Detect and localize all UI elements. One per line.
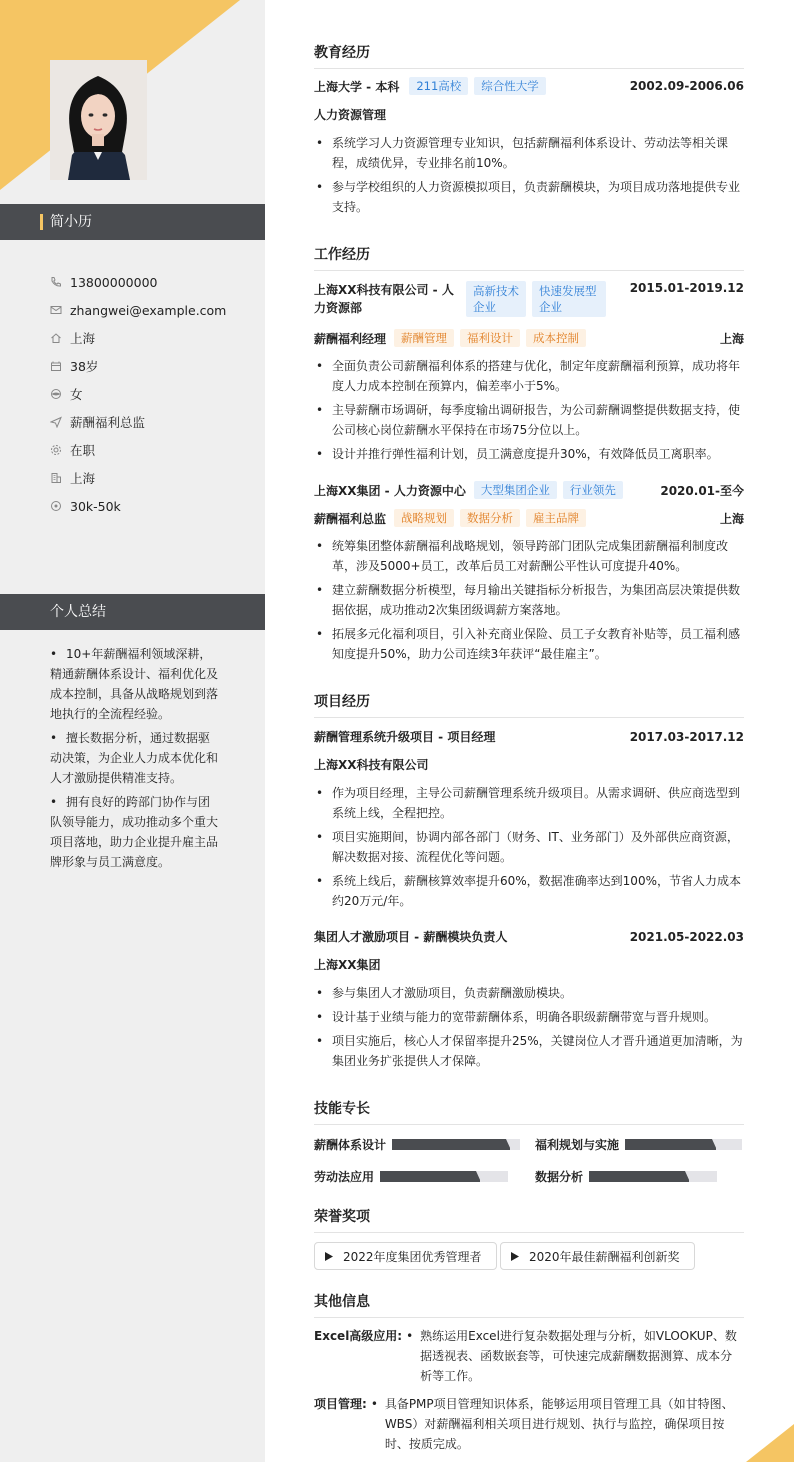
award-chip [500, 1242, 695, 1270]
skill-name: 劳动法应用 [314, 1170, 375, 1184]
award-text: 2022年度集团优秀管理者 [343, 1249, 482, 1264]
job-bullet: • 设计并推行弹性福利计划，员工满意度提升30%，有效降低员工离职率。 [314, 444, 744, 464]
skill-bar [589, 1171, 717, 1182]
info-phone [50, 268, 260, 296]
info-age [50, 352, 260, 380]
projects-title: 项目经历 [314, 691, 744, 718]
other-title: 其他信息 [314, 1291, 744, 1318]
project-bullet: • 设计基于业绩与能力的宽带薪酬体系，明确各职级薪酬带宽与晋升规则。 [314, 1007, 744, 1027]
project-org: 上海XX集团 [314, 958, 381, 972]
project-name: 薪酬管理系统升级项目 - 项目经理 [314, 730, 496, 744]
project-period: 2021.05-2022.03 [629, 929, 744, 944]
project-name: 集团人才激励项目 - 薪酬模块负责人 [314, 930, 508, 944]
company-tag: 大型集团企业 [474, 481, 557, 499]
job-company [314, 281, 456, 317]
skill-tag: 福利设计 [460, 329, 520, 347]
skill-tag: 战略规划 [394, 509, 454, 527]
salary-text: 30k-50k [70, 498, 121, 514]
resume-title: 简小历 [50, 214, 92, 230]
summary-list [50, 644, 220, 876]
education-period: 2002.09-2006.06 [629, 79, 744, 93]
info-salary [50, 492, 260, 520]
home-icon [50, 332, 62, 344]
project-bullet: • 项目实施期间，协调内部各部门（财务、IT、业务部门）及外部供应商资源，解决数据对接、流程优化等问题。 [314, 827, 744, 867]
mail-icon [50, 304, 62, 316]
resume-title-bar [0, 204, 265, 240]
project-org: 上海XX科技有限公司 [314, 758, 429, 772]
other-item [314, 1394, 744, 1454]
job-bullet: • 建立薪酬数据分析模型，每月输出关键指标分析报告，为集团高层决策提供数据依据，成功推动2次集团级调薪方案落地。 [314, 580, 744, 620]
work-title: 工作经历 [314, 244, 744, 271]
building-icon [50, 472, 62, 484]
age-text: 38岁 [70, 359, 99, 374]
school-tag: 211高校 [409, 77, 468, 95]
education-title: 教育经历 [314, 42, 744, 69]
company-tag: 行业领先 [563, 481, 623, 499]
project-header [314, 928, 744, 945]
education-header [314, 77, 744, 95]
other-key: 项目管理: [314, 1397, 367, 1411]
position-text: 薪酬福利总监 [70, 415, 146, 430]
skill-item [314, 1136, 520, 1153]
status-text: 在职 [70, 443, 96, 458]
award-chip [314, 1242, 497, 1270]
skill-level-fill [380, 1171, 480, 1182]
gender-text: 女 [70, 387, 83, 402]
award-text: 2020年最佳薪酬福利创新奖 [529, 1249, 680, 1264]
job-role-row [314, 509, 744, 527]
job-period: 2020.01-至今 [660, 483, 744, 498]
location-text: 上海 [70, 331, 96, 346]
skill-tag: 数据分析 [460, 509, 520, 527]
tag-line: 企业 [473, 300, 496, 314]
job-bullet: • 拓展多元化福利项目，引入补充商业保险、员工子女教育补贴等，员工福利感知度提升50%，助力公司连续3年获评“最佳雇主”。 [314, 624, 744, 664]
job-period: 2015.01-2019.12 [629, 281, 744, 295]
gear-icon [50, 444, 62, 456]
play-icon [325, 1252, 333, 1261]
awards-title: 荣誉奖项 [314, 1206, 744, 1233]
phone-text: 13800000000 [70, 274, 158, 290]
skill-tag: 薪酬管理 [394, 329, 454, 347]
project-bullet: • 项目实施后，核心人才保留率提升25%，关键岗位人才晋升通道更加清晰，为集团业务扩张提供人才保障。 [314, 1031, 744, 1071]
summary-item: • 10+年薪酬福利领域深耕，精通薪酬体系设计、福利优化及成本控制，具备从战略规划到落地执行的全流程经验。 [50, 644, 220, 724]
info-status [50, 436, 260, 464]
city-text: 上海 [70, 471, 96, 486]
school-name: 上海大学 - 本科 [314, 79, 400, 94]
avatar [50, 60, 147, 180]
company-line: 上海XX科技有限公司 - 人 [314, 283, 454, 297]
project-header [314, 728, 744, 745]
education-bullet: • 系统学习人力资源管理专业知识，包括薪酬福利体系设计、劳动法等相关课程，成绩优异，专业排名前10%。 [314, 133, 744, 173]
job-bullet: • 统筹集团整体薪酬福利战略规划，领导跨部门团队完成集团薪酬福利制度改革，涉及5000+员工，改革后员工对薪酬公平性认可度提升40%。 [314, 536, 744, 576]
skill-level-fill [589, 1171, 689, 1182]
job-header [314, 281, 744, 317]
skill-item [314, 1168, 508, 1185]
education-bullet: • 参与学校组织的人力资源模拟项目，负责薪酬模块，为项目成功落地提供专业支持。 [314, 177, 744, 217]
job-header [314, 481, 744, 499]
job-city: 上海 [719, 511, 744, 526]
project-period: 2017.03-2017.12 [629, 729, 744, 744]
other-key: Excel高级应用: [314, 1329, 403, 1343]
company-tag [532, 281, 606, 317]
tag-line: 快速发展型 [539, 284, 597, 298]
job-city: 上海 [719, 331, 744, 346]
skill-bar [392, 1139, 520, 1150]
info-email [50, 296, 260, 324]
major: 人力资源管理 [314, 108, 387, 122]
skill-item [535, 1136, 742, 1153]
age-icon [50, 360, 62, 372]
skill-level-fill [625, 1139, 716, 1150]
job-bullet: • 全面负责公司薪酬福利体系的搭建与优化，制定年度薪酬福利预算，成功将年度人力成本控制在预算内，偏差率小于5%。 [314, 356, 744, 396]
company-line: 力资源部 [314, 301, 363, 315]
info-city [50, 464, 260, 492]
info-position [50, 408, 260, 436]
skills-title: 技能专长 [314, 1098, 744, 1125]
portrait-image [50, 60, 147, 180]
summary-title-bar [0, 594, 265, 630]
job-role: 薪酬福利经理 [314, 331, 387, 346]
other-value: • 具备PMP项目管理知识体系，能够运用项目管理工具（如甘特图、WBS）对薪酬福利相关项目进行规划、执行与监控，确保项目按时、按质完成。 [367, 1394, 744, 1454]
company-tag [466, 281, 526, 317]
project-bullet: • 参与集团人才激励项目，负责薪酬激励模块。 [314, 983, 744, 1003]
skill-name: 数据分析 [535, 1170, 584, 1184]
job-bullet: • 主导薪酬市场调研，每季度输出调研报告，为公司薪酬调整提供数据支持，使公司核心岗位薪酬水平保持在市场75分位以上。 [314, 400, 744, 440]
corner-decoration-bottom [746, 1424, 794, 1462]
send-icon [50, 416, 62, 428]
gender-icon [50, 388, 62, 400]
skill-tag: 雇主品牌 [526, 509, 586, 527]
project-bullet: • 系统上线后，薪酬核算效率提升60%，数据准确率达到100%，节省人力成本约20万元/年。 [314, 871, 744, 911]
project-bullet: • 作为项目经理，主导公司薪酬管理系统升级项目。从需求调研、供应商选型到系统上线，全程把控。 [314, 783, 744, 823]
skill-bar [625, 1139, 742, 1150]
summary-item: • 拥有良好的跨部门协作与团队领导能力，成功推动多个重大项目落地，助力企业提升雇主品牌形象与员工满意度。 [50, 792, 220, 872]
other-item [314, 1326, 744, 1386]
skill-name: 福利规划与实施 [535, 1138, 620, 1152]
skill-item [535, 1168, 717, 1185]
job-role-row [314, 329, 744, 347]
contact-info-list [50, 268, 260, 520]
skill-tag: 成本控制 [526, 329, 586, 347]
play-icon [511, 1252, 519, 1261]
info-location [50, 324, 260, 352]
summary-title: 个人总结 [50, 604, 106, 620]
tag-line: 企业 [539, 300, 562, 314]
job-company: 上海XX集团 - 人力资源中心 [314, 483, 466, 498]
job-role: 薪酬福利总监 [314, 511, 387, 526]
email-text: zhangwei@example.com [70, 302, 227, 318]
summary-item: • 擅长数据分析，通过数据驱动决策，为企业人力成本优化和人才激励提供精准支持。 [50, 728, 220, 788]
info-gender [50, 380, 260, 408]
skill-level-fill [392, 1139, 510, 1150]
other-value: • 熟练运用Excel进行复杂数据处理与分析，如VLOOKUP、数据透视表、函数嵌套等，可快速完成薪酬数据测算、成本分析等工作。 [402, 1326, 744, 1386]
accent-bar [40, 214, 43, 230]
school-tag: 综合性大学 [474, 77, 546, 95]
phone-icon [50, 276, 62, 288]
skill-bar [380, 1171, 508, 1182]
salary-icon [50, 500, 62, 512]
skill-name: 薪酬体系设计 [314, 1138, 387, 1152]
tag-line: 高新技术 [473, 284, 519, 298]
sidebar [0, 0, 265, 1462]
